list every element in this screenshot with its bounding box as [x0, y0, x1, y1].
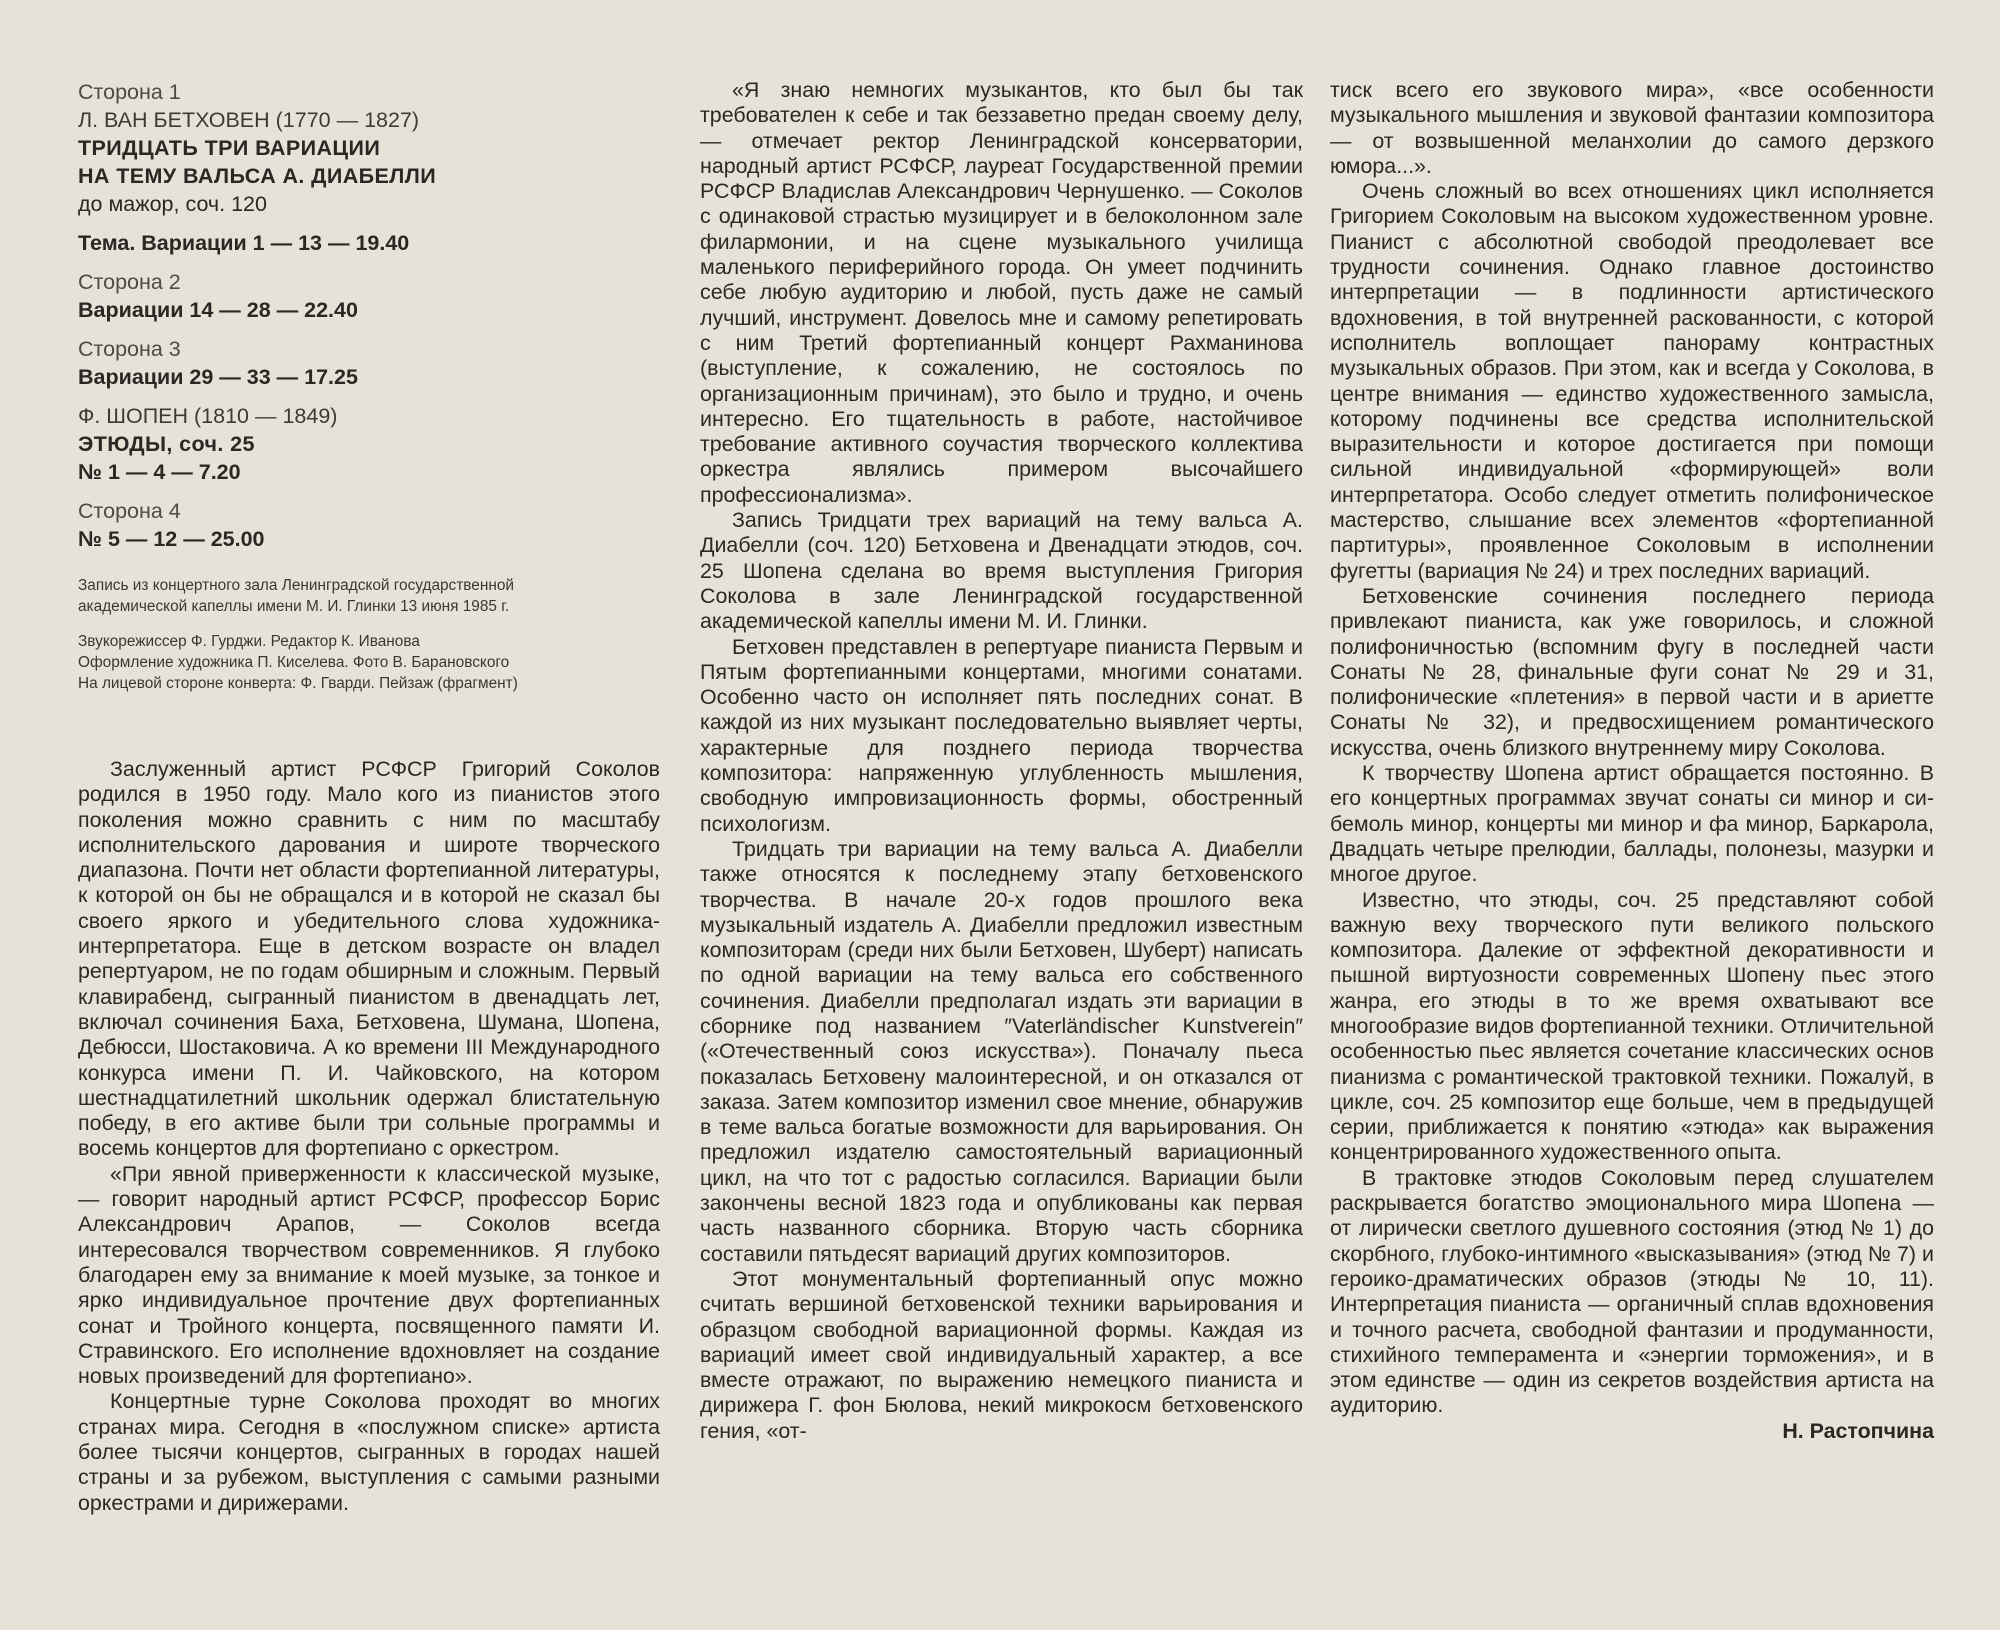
- side-1-track: Тема. Вариации 1 — 13 — 19.40: [78, 231, 410, 255]
- work-key: до мажор, соч. 120: [78, 192, 267, 216]
- article-paragraph: Этот монументальный фортепианный опус можно считать вершиной бетховенской техники варьирования и образцом свободной вариационной формы. Каждая из вариаций имеет свой индивидуальный характер, а все вместе отражают, по выражению немецкого пианиста и дирижера Г. фон Бюлова, некий микрокосм бетховенского гения, «от-: [700, 1266, 1303, 1443]
- article-paragraph: Бетховен представлен в репертуаре пианиста Первым и Пятым фортепианными концертами, многими сонатами. Особенно часто он исполняет пять последних сонат. В каждой из них музыкант последовательно выявляет черты, характерные для позднего периода творчества композитора: напряженную углубленность мышления, свободную импровизационность формы, обостренный психологизм.: [700, 634, 1303, 836]
- side-4-label: Сторона 4: [78, 499, 181, 523]
- side-4-track: № 5 — 12 — 25.00: [78, 527, 265, 551]
- work-title-line-2: НА ТЕМУ ВАЛЬСА А. ДИАБЕЛЛИ: [78, 164, 437, 188]
- article-paragraph: Известно, что этюды, соч. 25 представляют собой важную веху творческого пути великого польского композитора. Далекие от эффектной декоративности и пышной виртуозности современных Шопену пьес этого жанра, его этюды в то же время охватывают все многообразие видов фортепианной техники. Отличительной особенностью пьес является сочетание классических основ пианизма с романтической трактовкой техники. Пожалуй, в цикле, соч. 25 композитор еще больше, чем в предыдущей серии, приближается к понятию «этюда» как выражения концентрированного художественного опыта.: [1330, 887, 1934, 1165]
- column-left: [78, 78, 660, 1516]
- article-paragraph: Концертные турне Соколова проходят во многих странах мира. Сегодня в «послужном списке» артиста более тысячи концертов, сыгранных в городах нашей страны и за рубежом, выступления с самыми разными оркестрами и дирижерами.: [78, 1389, 660, 1515]
- side-3-label: Сторона 3: [78, 337, 181, 361]
- work-title-line-1: ТРИДЦАТЬ ТРИ ВАРИАЦИИ: [78, 136, 381, 160]
- author-signature: Н. Растопчина: [1782, 1418, 1934, 1443]
- composer-chopin: Ф. ШОПЕН (1810 — 1849): [78, 404, 338, 428]
- article-paragraph: тиск всего его звукового мира», «все особенности музыкального мышления и звуковой фантазии композитора — от возвышенной меланхолии до самого дерзкого юмора...».: [1330, 78, 1934, 178]
- side-2-track: Вариации 14 — 28 — 22.40: [78, 298, 358, 322]
- column-right: [1330, 78, 1934, 1444]
- staff-credit-1: Звукорежиссер Ф. Гурджи. Редактор К. Иванова: [78, 633, 420, 650]
- article-paragraph: Тридцать три вариации на тему вальса А. Диабелли также относятся к последнему этапу бетховенского творчества. В начале 20-х годов прошлого века музыкальный издатель А. Диабелли предложил известным композиторам (среди них были Бетховен, Шуберт) написать по одной вариации на тему вальса его собственного сочинения. Диабелли предполагал издать эти вариации в сборнике под названием ″Vaterländischer Kunstverein″ («Отечественный союз искусства»). Поначалу пьеса показалась Бетховену малоинтересной, и он отказался от заказа. Затем композитор изменил свое мнение, обнаружив в теме вальса богатые возможности для варьирования. Он предложил издателю самостоятельный вариационный цикл, на что тот с радостью согласился. Вариации были закончены весной 1823 года и опубликованы как первая часть названного сборника. Вторую часть сборника составили пятьдесят вариаций других композиторов.: [700, 836, 1303, 1266]
- column-middle: [700, 78, 1303, 1444]
- recording-note-1: Запись из концертного зала Ленинградской государственной: [78, 577, 515, 594]
- composer-beethoven: Л. ВАН БЕТХОВЕН (1770 — 1827): [78, 108, 420, 132]
- article-paragraph: В трактовке этюдов Соколовым перед слушателем раскрывается богатство эмоционального мира Шопена — от лирически светлого душевного состояния (этюд № 1) до скорбного, глубоко-интимного «высказывания» (этюд № 7) и героико-драматических образов (этюды № 10, 11). Интерпретация пианиста — органичный сплав вдохновения и точного расчета, свободной фантазии и продуманности, стихийного темперамента и «энергии торможения», и в этом единстве — один из секретов воздействия артиста на аудиторию.: [1330, 1165, 1934, 1418]
- article-paragraph: «Я знаю немногих музыкантов, кто был бы так требователен к себе и так беззаветно предан своему делу, — отмечает ректор Ленинградской консерватории, народный артист РСФСР, лауреат Государственной премии РСФСР Владислав Александрович Чернушенко. — Соколов с одинаковой страстью музицирует и в белоколонном зале филармонии, и на сцене музыкального училища маленького периферийного города. Он умеет подчинить себе любую аудиторию и любой, пусть даже не самый лучший, инструмент. Довелось мне и самому репетировать с ним Третий фортепианный концерт Рахманинова (выступление, к сожалению, не состоялось по организационным причинам), это было и трудно, и очень интересно. Его тщательность в работе, настойчивое требование активного соучастия творческого коллектива оркестра являлись примером высочайшего профессионализма».: [700, 78, 1303, 507]
- article-paragraph: Заслуженный артист РСФСР Григорий Соколов родился в 1950 году. Мало кого из пианистов этого поколения можно сравнить с ним по масштабу исполнительского дарования и широте творческого диапазона. Почти нет области фортепианной литературы, к которой он бы не обращался и в которой не сказал бы своего яркого и убедительного слова художника-интерпретатора. Еще в детском возрасте он владел репертуаром, не по годам обширным и сложным. Первый клавирабенд, сыгранный пианистом в двенадцать лет, включал сочинения Баха, Бетховена, Шумана, Шопена, Дебюсси, Шостаковича. А ко времени III Международного конкурса имени П. И. Чайковского, на котором шестнадцатилетний школьник одержал блистательную победу, в его активе были три сольные программы и восемь концертов для фортепиано с оркестром.: [78, 757, 660, 1161]
- article-paragraph: Бетховенские сочинения последнего периода привлекают пианиста, как уже говорилось, и сложной полифоничностью (вспомним фугу в последней части Сонаты № 28, финальные фуги сонат № 29 и 31, полифонические «плетения» в первой части и в ариетте Сонаты № 32), и предвосхищением романтического искусства, очень близкого внутреннему миру Соколова.: [1330, 583, 1934, 760]
- tracklist: [78, 78, 660, 553]
- recording-note-2: академической капеллы имени М. И. Глинки 13 июня 1985 г.: [78, 598, 510, 615]
- chopin-track: № 1 — 4 — 7.20: [78, 460, 241, 484]
- article-paragraph: Запись Тридцати трех вариаций на тему вальса А. Диабелли (соч. 120) Бетховена и Двенадцати этюдов, соч. 25 Шопена сделана во время выступления Григория Соколова в зале Ленинградской государственной академической капеллы имени М. И. Глинки.: [700, 508, 1303, 634]
- side-1-label: Сторона 1: [78, 80, 181, 104]
- chopin-work: ЭТЮДЫ, соч. 25: [78, 432, 255, 456]
- credits: [78, 575, 660, 694]
- side-3-track: Вариации 29 — 33 — 17.25: [78, 365, 358, 389]
- article-paragraph: К творчеству Шопена артист обращается постоянно. В его концертных программах звучат сонаты си минор и си-бемоль минор, концерты ми минор и фа минор, Баркарола, Двадцать четыре прелюдии, баллады, полонезы, мазурки и многое другое.: [1330, 761, 1934, 887]
- staff-credit-2: Оформление художника П. Киселева. Фото В. Барановского: [78, 654, 510, 671]
- article-paragraph: Очень сложный во всех отношениях цикл исполняется Григорием Соколовым на высоком художественном уровне. Пианист с абсолютной свободой преодолевает все трудности сочинения. Однако главное достоинство интерпретации — в подлинности артистического вдохновения, в той внутренней раскованности, с которой исполнитель воплощает панораму контрастных музыкальных образов. При этом, как и всегда у Соколова, в центре внимания — единство художественного замысла, которому подчинены все средства исполнительской выразительности и которое достигается при помощи сильной индивидуальной «формирующей» воли интерпретатора. Особо следует отметить полифоническое мастерство, слышание всех элементов «фортепианной партитуры», проявленное Соколовым в исполнении фугетты (вариация № 24) и трех последних вариаций.: [1330, 179, 1934, 583]
- side-2-label: Сторона 2: [78, 270, 181, 294]
- staff-credit-3: На лицевой стороне конверта: Ф. Гварди. Пейзаж (фрагмент): [78, 675, 518, 692]
- article-paragraph: «При явной приверженности к классической музыке, — говорит народный артист РСФСР, профессор Борис Александрович Арапов, — Соколов всегда интересовался творчеством современников. Я глубоко благодарен ему за внимание к моей музыке, за тонкое и ярко индивидуальное прочтение двух фортепианных сонат и Тройного концерта, посвященного памяти И. Стравинского. Его исполнение вдохновляет на создание новых произведений для фортепиано».: [78, 1161, 660, 1389]
